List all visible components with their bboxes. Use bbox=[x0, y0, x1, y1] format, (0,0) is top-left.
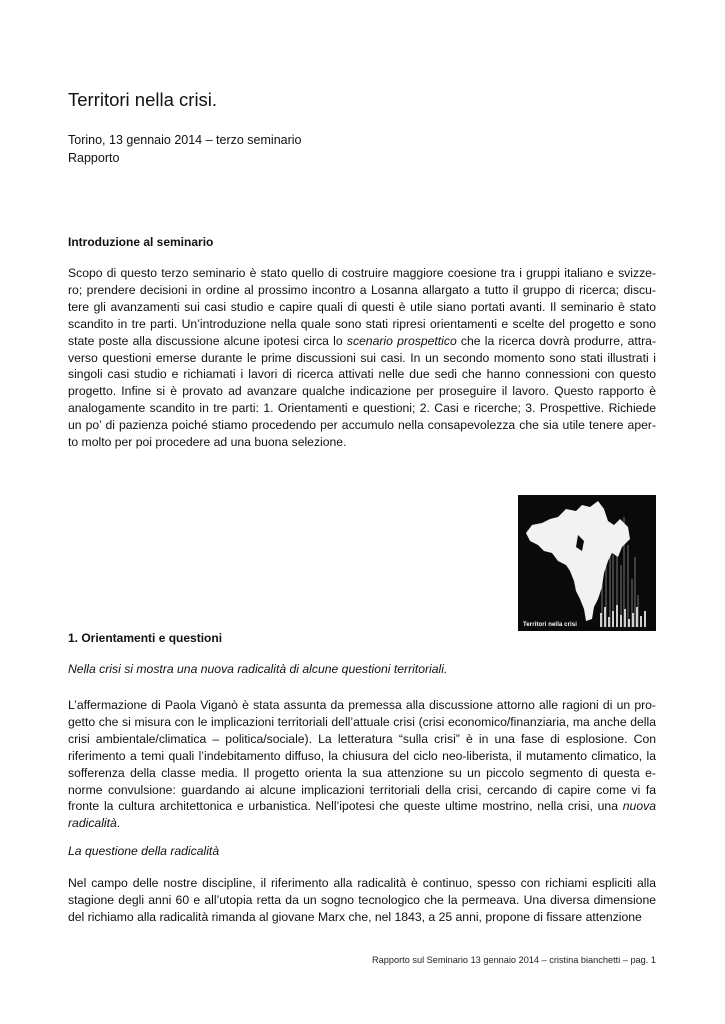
section1-text-italic: nuova radicalità bbox=[68, 799, 656, 831]
document-date-line: Torino, 13 gennaio 2014 – terzo seminario bbox=[68, 133, 302, 147]
radicality-paragraph: Nel campo delle nostre discipline, il riferimento alla radicalità è continuo, spesso con richiami espliciti alla stagione degli anni 60 e all’utopia retta da un sogno tecnologico che la permeava. Una diversa dimensione del richiamo alla radicalità rimanda al giovane Marx che, nel 1843, a 25 anni, propone di fissare attenzione bbox=[68, 876, 656, 924]
intro-paragraph bbox=[68, 265, 656, 451]
page-footer: Rapporto sul Seminario 13 gennaio 2014 – cristina bianchetti – pag. 1 bbox=[372, 955, 656, 965]
radicality-subheading: La questione della radicalità bbox=[68, 844, 220, 858]
intro-text-part2: che la ricerca dovrà produrre, attra-verso questioni emerse durante le prime discussioni sui casi. In un secondo momento sono stati illustrati i singoli casi studio e richiamati i lavori di ricerca attivati nelle due sedi che hanno connessioni con questo progetto. Infine si è provato ad avanzare qualche indicazione per proseguire il lavoro. Questo rapporto è analogamente scandito in tre parti: 1. Orientamenti e questioni; 2. Casi e ricerche; 3. Prospettive. Richiede un po’ di pazienza poiché stiamo procedendo per accumulo nella consapevolezza che sia utile tenere aper-to molto per poi procedere ad una buona selezione. bbox=[68, 333, 657, 450]
section1-lead: Nella crisi si mostra una nuova radicalità di alcune questioni territoriali. bbox=[68, 662, 448, 676]
map-silhouette-image bbox=[518, 495, 656, 631]
intro-text-italic: scenario prospettico bbox=[346, 333, 457, 348]
section1-paragraph bbox=[68, 697, 656, 832]
section1-text: L’affermazione di Paola Viganò è stata assunta da premessa alla discussione attorno alle ragioni di un pro-getto che si misura con le implicazioni territoriali dell’attuale crisi (crisi economico/finanziaria, ma anche della crisi ambientale/climatica – politica/sociale). La letteratura “sulla crisi” è in una fase di esplosione. Con riferimento a temi quali l’indebitamento diffuso, la chiusura del ciclo neo-liberista, il mutamento climatico, la sofferenza della classe media. Il progetto orienta la sua attenzione su un piccolo segmento di questa e-norme convulsione: guardando ai alcune implicazioni territoriali della crisi, cercando di capire come vi fa fronte la cultura architettonica e urbanistica. Nell’ipotesi che queste ultime mostrino, nella crisi, una bbox=[68, 698, 656, 814]
document-type-line: Rapporto bbox=[68, 151, 120, 165]
intro-text-part1: Scopo di questo terzo seminario è stato quello di costruire maggiore coesione tra i gruppi italiano e svizze-ro; prendere decisioni in ordine al prossimo incontro a Losanna allargato a tutto il gruppo di ricerca; discu-tere gli avanzamenti sui casi studio e capire quali di questi è utile siano portati avanti. Il seminario è stato scandito in tre parti. Un’introduzione nella quale sono stati ripresi orientamenti e scelte del progetto e sono state poste alla discussione alcune ipotesi circa lo bbox=[68, 266, 656, 348]
figure-caption: Territori nella crisi bbox=[523, 622, 578, 628]
section1-heading: 1. Orientamenti e questioni bbox=[68, 631, 223, 645]
cover-figure bbox=[518, 495, 656, 631]
section1-text-end: . bbox=[116, 816, 121, 831]
intro-heading: Introduzione al seminario bbox=[68, 235, 214, 249]
document-title: Territori nella crisi. bbox=[68, 89, 218, 110]
